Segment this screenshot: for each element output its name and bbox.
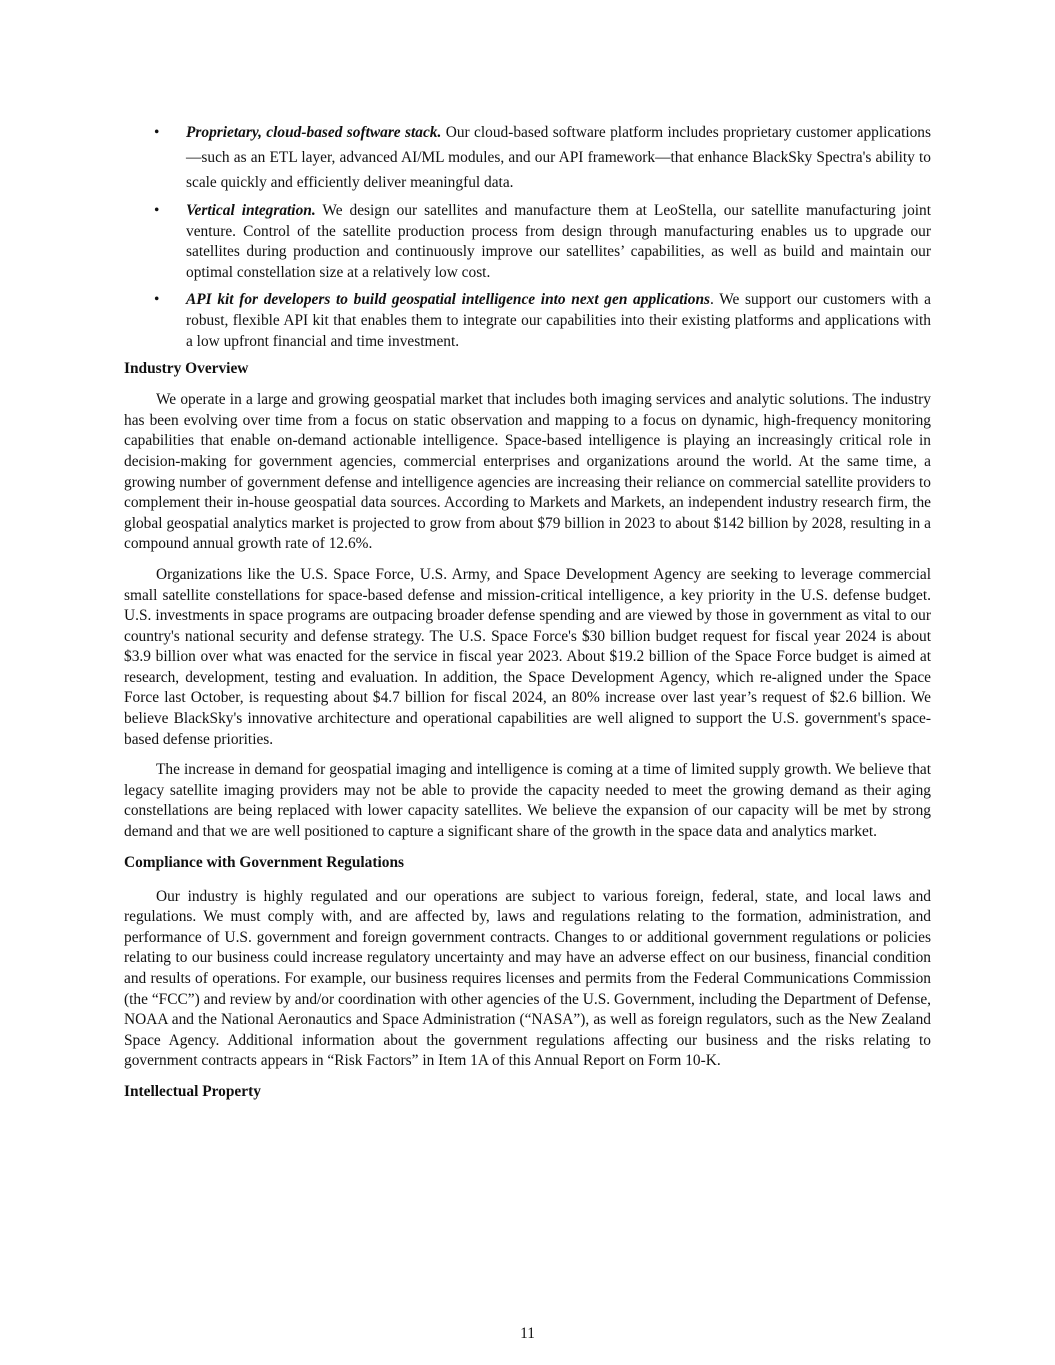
- industry-paragraph-3: The increase in demand for geospatial imaging and intelligence is coming at a time of limited supply growth. We believe that legacy satellite imaging providers may not be able to provide the capacity needed to meet the growing demand as their aging constellations are being replaced with lower capacity satellites. We believe the expansion of our capacity will be met by strong demand and that we are well positioned to capture a significant share of the growth in the space data and analytics market.: [124, 761, 931, 841]
- section-heading-intellectual-property: Intellectual Property: [124, 1082, 261, 1100]
- section-heading-compliance: Compliance with Government Regulations: [124, 853, 405, 871]
- bullet-text: Our cloud-based software platform includes proprietary customer applications—such as an ETL layer, advanced AI/ML modules, and our API framework—that enhance BlackSky Spectra's ability to scale quickly and efficiently deliver meaningful data.: [186, 124, 931, 191]
- industry-paragraph-2: Organizations like the U.S. Space Force, U.S. Army, and Space Development Agency are seeking to leverage commercial small satellite constellations for space-based defense and mission-critical intelligence, a key priority in the U.S. defense budget. U.S. investments in space programs are outpacing broader defense spending and are viewed by those in government as vital to our country's national security and defense strategy. The U.S. Space Force's $30 billion budget request for fiscal year 2024 is about $3.9 billion over what was enacted for the service in fiscal year 2023. About $19.2 billion of the Space Force budget is aimed at research, development, testing and evaluation. In addition, the Space Development Agency, which re-aligned under the Space Force last October, is requesting about $4.7 billion for fiscal 2024, an 80% increase over last year’s request of $2.6 billion. We believe BlackSky's innovative architecture and operational capabilities are well aligned to support the U.S. government's space-based defense priorities.: [124, 565, 931, 748]
- bullet-title: Proprietary, cloud-based software stack.: [186, 124, 442, 141]
- bullet-glyph: •: [154, 124, 160, 141]
- bullet-glyph: •: [154, 202, 160, 219]
- bullet-text: We design our satellites and manufacture them at LeoStella, our satellite manufacturing joint venture. Control of the satellite production process from design through manufacturing enables us to upgrade our satellites during production and continuously improve our satellites’ capabilities, as well as build and maintain our optimal constellation size at a relatively low cost.: [186, 202, 932, 281]
- industry-paragraph-1: We operate in a large and growing geospatial market that includes both imaging services and analytic solutions. The industry has been evolving over time from a focus on static observation and mapping to a focus on dynamic, high-frequency monitoring capabilities that enable on-demand actionable intelligence. Space-based intelligence is playing an increasingly critical role in decision-making for government agencies, commercial enterprises and organizations around the world. At the same time, a growing number of government defense and intelligence agencies are increasing their reliance on commercial satellite providers to complement their in-house geospatial data sources. According to Markets and Markets, an independent industry research firm, the global geospatial analytics market is projected to grow from about $79 billion in 2023 to about $142 billion by 2028, resulting in a compound annual growth rate of 12.6%.: [124, 391, 931, 553]
- page-number: 11: [520, 1325, 535, 1342]
- section-heading-industry-overview: Industry Overview: [124, 360, 249, 378]
- bullet-title: API kit for developers to build geospatial intelligence into next gen applications: [186, 291, 711, 309]
- document-page: [124, 120, 931, 1113]
- bullet-glyph: •: [154, 291, 160, 309]
- bullet-title: Vertical integration.: [186, 202, 316, 219]
- feature-bullet-list: [124, 120, 931, 352]
- bullet-item-api-kit: [124, 290, 931, 352]
- compliance-paragraph-1: Our industry is highly regulated and our operations are subject to various foreign, federal, state, and local laws and regulations. We must comply with, and are affected by, laws and regulations relating to the formation, administration, and performance of U.S. government and foreign government contracts. Changes to or additional government regulations or policies relating to our business could increase regulatory uncertainty and may have an adverse effect on our business, financial condition and results of operations. For example, our business requires licenses and permits from the Federal Communications Commission (the “FCC”) and review by and/or coordination with other agencies of the U.S. Government, including the Department of Defense, NOAA and the National Aeronautics and Space Administration (“NASA”), as well as foreign regulators, such as the New Zealand Space Agency. Additional information about the government regulations affecting our business and the risks relating to government contracts appears in “Risk Factors” in Item 1A of this Annual Report on Form 10-K.: [124, 887, 931, 1070]
- bullet-text: . We support our customers with a robust, flexible API kit that enables them to integrate our capabilities into their existing platforms and applications with a low upfront financial and time investment.: [186, 291, 931, 350]
- bullet-item-vertical-integration: [124, 201, 931, 283]
- bullet-item-software-stack: [124, 120, 931, 195]
